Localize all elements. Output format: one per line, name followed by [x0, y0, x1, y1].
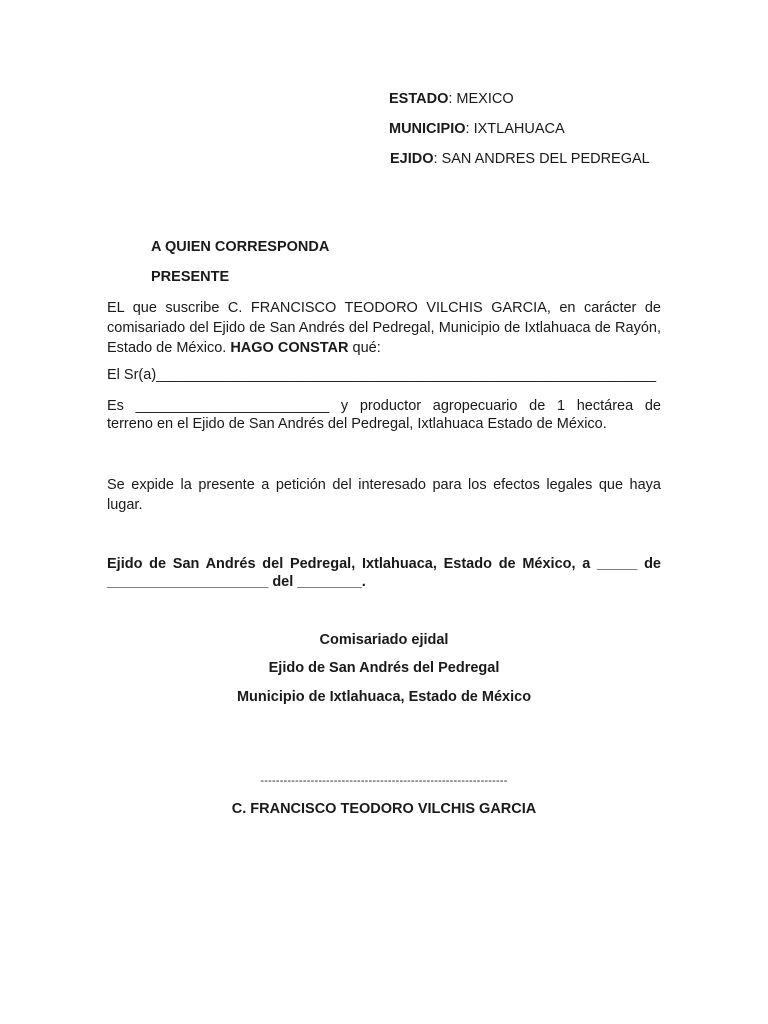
municipio-label: MUNICIPIO [389, 121, 466, 137]
ejido-label: EJIDO [390, 151, 434, 167]
municipio-name: Municipio de Ixtlahuaca, Estado de México [236, 689, 532, 705]
ejido-value: : SAN ANDRES DEL PEDREGAL [433, 151, 650, 167]
estado-value: : MEXICO [448, 91, 514, 107]
es-line-1: Es ________________________ y productor agropecuario de 1 hectárea de [107, 398, 661, 414]
estado-label: ESTADO [389, 91, 449, 107]
greeting-presente: PRESENTE [151, 269, 230, 285]
intro-end: qué: [348, 340, 381, 356]
date-line-1: Ejido de San Andrés del Pedregal, Ixtlahuaca, Estado de México, a _____ de [107, 556, 661, 572]
intro-paragraph [107, 298, 661, 358]
header-ejido [390, 151, 650, 167]
comisariado-title: Comisariado ejidal [319, 632, 449, 648]
ejido-name: Ejido de San Andrés del Pedregal [268, 660, 500, 676]
header-municipio [389, 121, 565, 137]
signature-rule: ---------------------------------------------------------------- [260, 775, 508, 787]
signer-name: C. FRANCISCO TEODORO VILCHIS GARCIA [231, 801, 537, 817]
expide-paragraph: Se expide la presente a petición del interesado para los efectos legales que haya lugar. [107, 477, 661, 513]
intro-text: EL que suscribe C. FRANCISCO TEODORO VILCHIS GARCIA, en carácter de comisariado del Ejido de San Andrés del Pedregal, Municipio de Ixtlahuaca de Rayón, Estado de México. [107, 300, 661, 356]
sr-line: El Sr(a)______________________________________________________________ [107, 367, 657, 383]
greeting-a-quien: A QUIEN CORRESPONDA [151, 239, 330, 255]
date-line-2: ____________________ del ________. [107, 574, 366, 590]
hago-constar: HAGO CONSTAR [230, 340, 349, 356]
es-line-2: terreno en el Ejido de San Andrés del Pedregal, Ixtlahuaca Estado de México. [107, 416, 607, 432]
municipio-value: : IXTLAHUACA [465, 121, 565, 137]
header-estado [389, 91, 514, 107]
